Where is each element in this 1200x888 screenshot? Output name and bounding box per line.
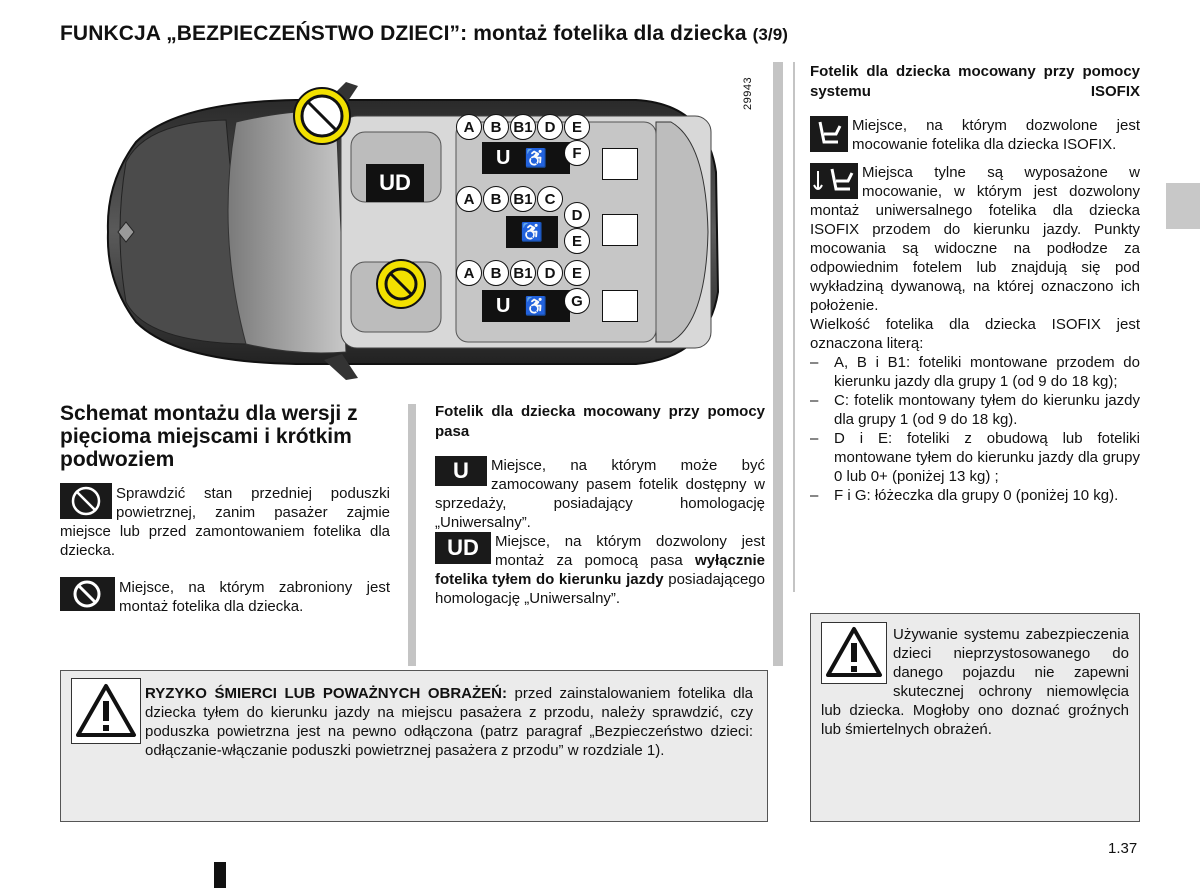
size-g: G — [564, 288, 590, 314]
size-c: C — [537, 186, 563, 212]
icon-spacer — [75, 684, 145, 746]
list-item — [810, 391, 1140, 429]
list-item-text: A, B i B1: foteliki montowane przodem do kierunku jazdy dla grupy 1 (od 9 do 18 kg); — [834, 354, 1140, 390]
column-divider-right — [773, 62, 783, 666]
u-label: U — [496, 146, 511, 169]
page-title — [60, 22, 788, 46]
bottom-marker — [214, 862, 226, 888]
isofix-icon-middle — [602, 214, 638, 246]
child-seat-icon: ♿ — [524, 147, 547, 168]
warning-box-main — [60, 670, 768, 822]
size-b: B — [483, 186, 509, 212]
figure-code: 29943 — [742, 76, 754, 110]
warning-main-body: przed zainstalowaniem fotelika dla dziecka tyłem do kierunku jazdy na miejscu pasażera z przodu, należy sprawdzić, czy poduszka powietrzna jest na pewno odłączona (patrz paragraf „Bezpieczeństwo dzieci: odłączanie-włączanie poduszki powietrznej pasażera z przodu” w rozdziale 1). — [145, 685, 753, 759]
child-seat-badge-middle: ♿ — [506, 216, 558, 248]
title-part: (3/9) — [752, 25, 789, 44]
list-dash: – — [810, 354, 819, 371]
isofix-text-3: Wielkość fotelika dla dziecka ISOFIX jest oznaczona literą: — [810, 316, 1140, 352]
isofix-text-2: Miejsca tylne są wyposażone w mocowanie, w którym jest dozwolony montaż uniwersalnego fotelika dla dziecka ISOFIX przodem do kierunku jazdy. Punkty mocowania są widoczne na podłodze za odpowiednim fotelem lub znajdują się pod wykładziną dywanową, na której oznaczono ich położenie. — [810, 164, 1140, 314]
column-divider-left — [408, 404, 416, 666]
prohibited-paragraph — [60, 578, 390, 616]
list-dash: – — [810, 487, 819, 504]
prohibited-text: Miejsce, na którym zabroniony jest montaż fotelika dla dziecka. — [119, 579, 390, 615]
list-item — [810, 486, 1140, 505]
chapter-tab — [1166, 183, 1200, 229]
column-divider-thin — [793, 62, 795, 592]
list-item-text: D i E: foteliki z obudową lub foteliki montowane tyłem do kierunku jazdy dla grupy 0 lub 0+ (poniżej 13 kg) ; — [834, 430, 1140, 485]
airbag-paragraph — [60, 484, 390, 560]
list-item-text: C: fotelik montowany tyłem do kierunku jazdy dla grupy 1 (od 9 do 18 kg). — [834, 392, 1140, 428]
size-d: D — [537, 114, 563, 140]
u-label: U — [496, 294, 511, 317]
ud-text-c: posiadającego homologację „Uniwersalny”. — [435, 571, 765, 607]
warning-main-bold: RYZYKO ŚMIERCI LUB POWAŻNYCH OBRAŻEŃ: — [145, 685, 507, 702]
isofix-anchor-icon — [810, 163, 858, 199]
ud-badge: UD — [366, 164, 424, 202]
warning-right-body: Używanie systemu zabezpieczenia dzieci nieprzystosowanego do danego pojazdu nie zapewni skutecznej ochrony niemowlęcia lub dziecka. Mogłoby ono doznać groźnych lub śmiertelnych obrażeń. — [821, 626, 1129, 738]
size-b: B — [483, 114, 509, 140]
ud-text-a: Miejsce, na którym dozwolony jest montaż za pomocą pasa — [495, 533, 765, 569]
warning-box-right — [810, 613, 1140, 822]
car-diagram — [96, 82, 726, 382]
list-dash: – — [810, 430, 819, 447]
u-badge-rear — [482, 290, 570, 322]
row-front-sizes — [456, 114, 591, 140]
size-a: A — [456, 260, 482, 286]
airbag-icon — [60, 483, 112, 519]
airbag-text: Sprawdzić stan przedniej poduszki powietrznej, zanim pasażer zajmie miejsce lub przed zamontowaniem fotelika dla dziecka. — [60, 485, 390, 559]
u-badge-front — [482, 142, 570, 174]
section-heading: Schemat montażu dla wersji z pięcioma miejscami i krótkim podwoziem — [60, 402, 358, 471]
size-e: E — [564, 114, 590, 140]
isofix-paragraphs — [810, 116, 1140, 505]
ud-paragraph — [435, 532, 765, 608]
size-b: B — [483, 260, 509, 286]
title-main: FUNKCJA „BEZPIECZEŃSTWO DZIECI”: montaż fotelika dla dziecka — [60, 22, 747, 45]
size-e: E — [564, 228, 590, 254]
warning-main-text — [75, 684, 753, 760]
isofix-icon-rear — [602, 290, 638, 322]
list-dash: – — [810, 392, 819, 409]
ud-icon: UD — [435, 532, 491, 564]
warning-right-text — [821, 625, 1129, 739]
size-d: D — [537, 260, 563, 286]
list-item-text: F i G: łóżeczka dla grupy 0 (poniżej 10 kg). — [834, 487, 1119, 504]
ud-text-bold: wyłącznie fotelika tyłem do kierunku jazdy — [435, 552, 765, 588]
universal-text: Miejsce, na którym może być zamocowany pasem fotelik dostępny w sprzedaży, posiadający homologację „Uniwersalny”. — [435, 457, 765, 531]
belt-heading: Fotelik dla dziecka mocowany przy pomocy pasa — [435, 403, 765, 440]
size-f: F — [564, 140, 590, 166]
list-item — [810, 353, 1140, 391]
child-seat-icon: ♿ — [524, 295, 547, 316]
page-number: 1.37 — [1108, 840, 1138, 857]
prohibited-icon — [60, 577, 115, 611]
size-b1: B1 — [510, 260, 536, 286]
size-d: D — [564, 202, 590, 228]
u-icon: U — [435, 456, 487, 486]
size-b1: B1 — [510, 186, 536, 212]
icon-spacer — [821, 625, 893, 701]
isofix-heading: Fotelik dla dziecka mocowany przy pomocy systemu ISOFIX — [810, 63, 1140, 100]
universal-paragraph — [435, 456, 765, 532]
size-e: E — [564, 260, 590, 286]
isofix-icon-front — [602, 148, 638, 180]
list-item — [810, 429, 1140, 486]
isofix-seat-icon — [810, 116, 848, 152]
row-bottom-sizes — [456, 260, 591, 286]
size-b1: B1 — [510, 114, 536, 140]
row-middle-sizes — [456, 186, 564, 212]
size-a: A — [456, 114, 482, 140]
size-a: A — [456, 186, 482, 212]
isofix-text-1: Miejsce, na którym dozwolone jest mocowanie fotelika dla dziecka ISOFIX. — [852, 117, 1140, 153]
